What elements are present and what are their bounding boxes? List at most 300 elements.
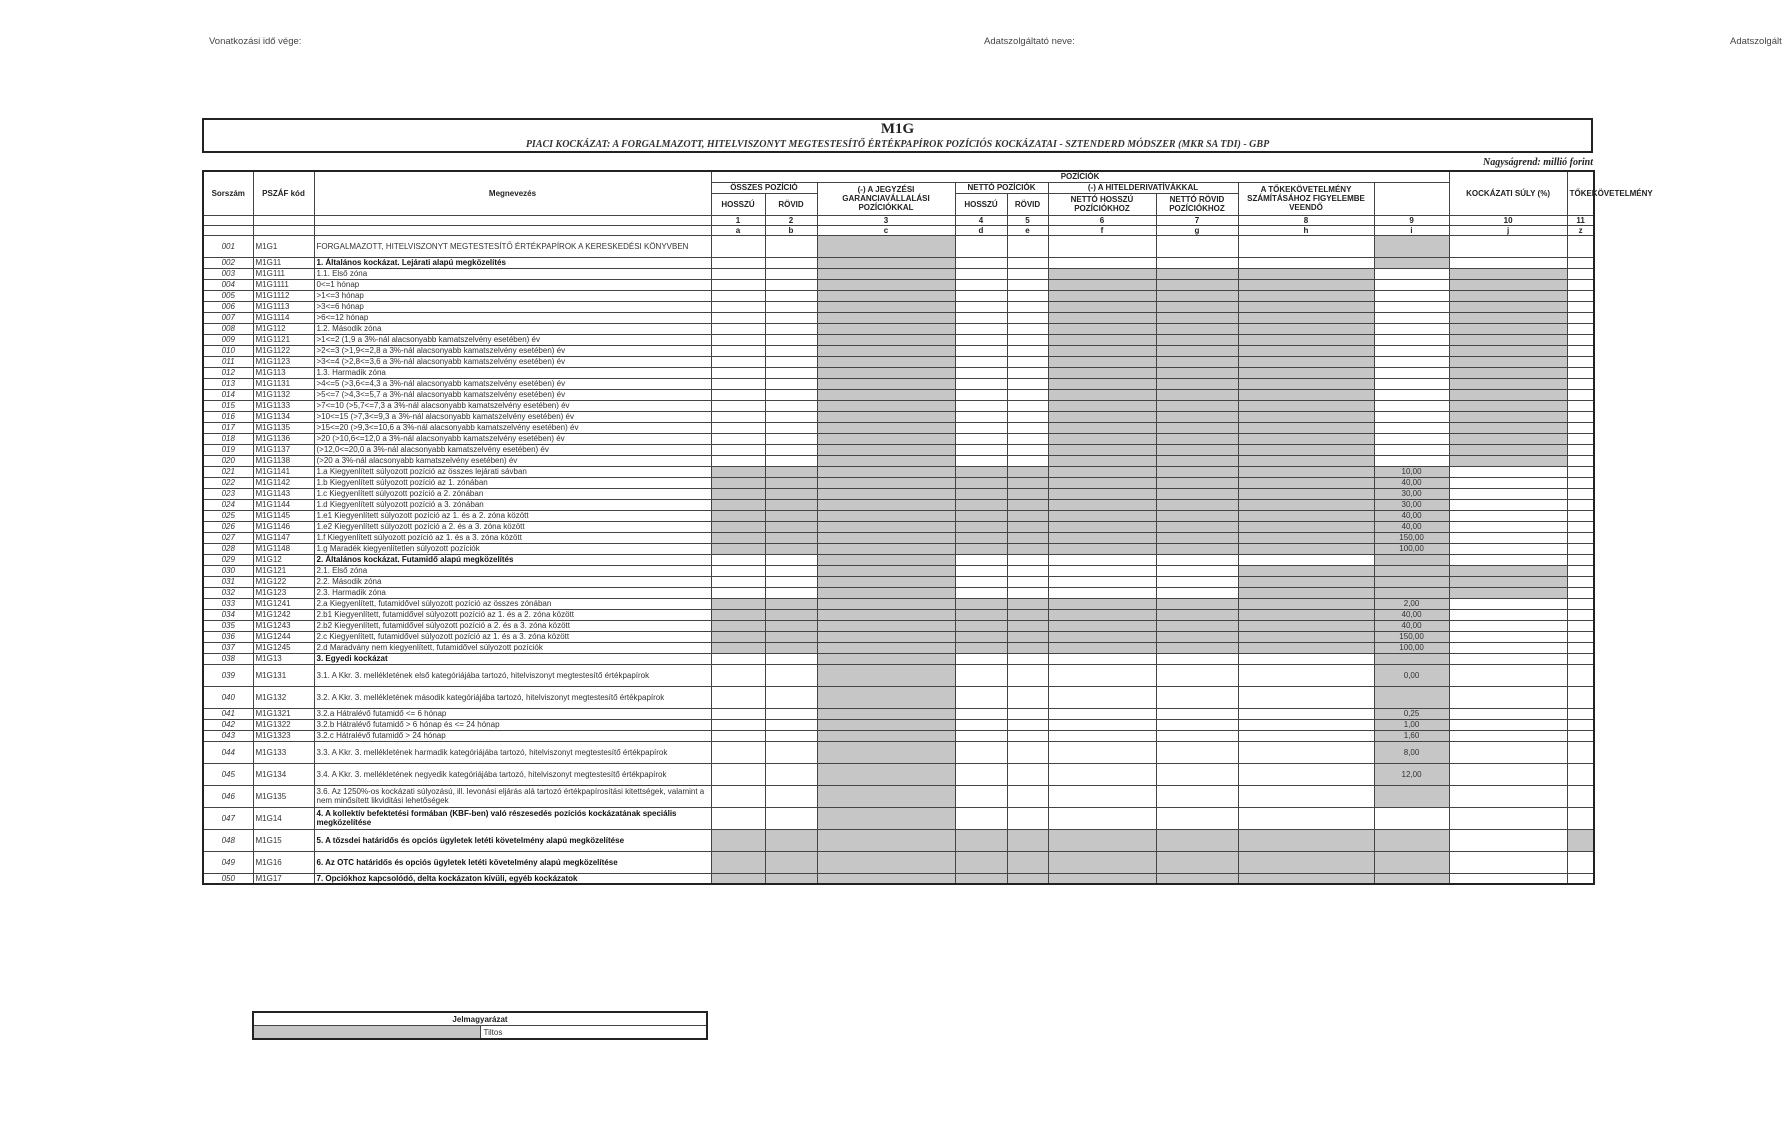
row-pszaf-code: M1G1323 [253,730,314,741]
data-cell-3 [817,851,955,873]
data-cell-5[interactable] [1007,400,1048,411]
data-cell-11[interactable] [1567,521,1594,532]
data-cell-11[interactable] [1567,411,1594,422]
data-cell-6[interactable] [1048,741,1156,763]
data-cell-3 [817,653,955,664]
data-cell-1[interactable] [711,367,765,378]
data-cell-4[interactable] [955,411,1007,422]
data-cell-4[interactable] [955,268,1007,279]
data-cell-10[interactable] [1449,235,1567,257]
data-cell-5[interactable] [1007,257,1048,268]
data-cell-2[interactable] [765,378,817,389]
data-cell-11[interactable] [1567,323,1594,334]
data-cell-7 [1156,829,1238,851]
data-cell-5[interactable] [1007,653,1048,664]
data-cell-2[interactable] [765,686,817,708]
data-cell-1[interactable] [711,565,765,576]
data-cell-4[interactable] [955,587,1007,598]
data-cell-4[interactable] [955,664,1007,686]
data-cell-2[interactable] [765,653,817,664]
data-cell-11[interactable] [1567,433,1594,444]
data-cell-10 [1449,455,1567,466]
data-cell-6[interactable] [1048,708,1156,719]
data-cell-1[interactable] [711,323,765,334]
data-cell-2[interactable] [765,400,817,411]
data-cell-11[interactable] [1567,312,1594,323]
data-cell-10[interactable] [1449,829,1567,851]
data-cell-1[interactable] [711,411,765,422]
data-cell-2[interactable] [765,565,817,576]
data-cell-8[interactable] [1238,653,1374,664]
table-row [203,829,1594,851]
data-cell-11[interactable] [1567,587,1594,598]
data-cell-7[interactable] [1156,576,1238,587]
data-cell-1[interactable] [711,345,765,356]
data-cell-7[interactable] [1156,664,1238,686]
data-cell-10[interactable] [1449,664,1567,686]
data-cell-5[interactable] [1007,455,1048,466]
data-cell-7[interactable] [1156,719,1238,730]
data-cell-10[interactable] [1449,543,1567,554]
table-row [203,873,1594,884]
row-risk-weight [1374,873,1449,884]
data-cell-11[interactable] [1567,400,1594,411]
data-cell-5[interactable] [1007,686,1048,708]
data-cell-5[interactable] [1007,334,1048,345]
data-cell-1[interactable] [711,576,765,587]
data-cell-2[interactable] [765,763,817,785]
data-cell-10[interactable] [1449,807,1567,829]
data-cell-11[interactable] [1567,664,1594,686]
data-cell-3 [817,499,955,510]
data-cell-6[interactable] [1048,235,1156,257]
data-cell-1[interactable] [711,653,765,664]
data-cell-5[interactable] [1007,235,1048,257]
col-pszaf: PSZÁF kód [253,171,314,215]
data-cell-7[interactable] [1156,587,1238,598]
data-cell-4[interactable] [955,554,1007,565]
data-cell-11[interactable] [1567,620,1594,631]
data-cell-6[interactable] [1048,730,1156,741]
data-cell-10[interactable] [1449,488,1567,499]
row-risk-weight [1374,829,1449,851]
row-pszaf-code: M1G1112 [253,290,314,301]
data-cell-1[interactable] [711,279,765,290]
data-cell-11[interactable] [1567,444,1594,455]
data-cell-2[interactable] [765,345,817,356]
data-cell-1[interactable] [711,433,765,444]
data-cell-1[interactable] [711,312,765,323]
data-cell-10[interactable] [1449,257,1567,268]
data-cell-4[interactable] [955,565,1007,576]
data-cell-2[interactable] [765,433,817,444]
data-cell-7[interactable] [1156,565,1238,576]
data-cell-11[interactable] [1567,576,1594,587]
data-cell-6[interactable] [1048,653,1156,664]
data-cell-10[interactable] [1449,642,1567,653]
data-cell-5[interactable] [1007,367,1048,378]
data-cell-5[interactable] [1007,587,1048,598]
row-pszaf-code: M1G1242 [253,609,314,620]
data-cell-8[interactable] [1238,741,1374,763]
data-cell-4[interactable] [955,576,1007,587]
data-cell-1[interactable] [711,554,765,565]
data-cell-1[interactable] [711,290,765,301]
data-cell-4[interactable] [955,345,1007,356]
data-cell-10[interactable] [1449,499,1567,510]
data-cell-8[interactable] [1238,807,1374,829]
data-cell-5[interactable] [1007,301,1048,312]
data-cell-7[interactable] [1156,785,1238,807]
data-cell-4[interactable] [955,400,1007,411]
data-cell-7[interactable] [1156,686,1238,708]
data-cell-7[interactable] [1156,653,1238,664]
data-cell-1[interactable] [711,301,765,312]
data-cell-1[interactable] [711,587,765,598]
data-cell-1[interactable] [711,455,765,466]
data-cell-11[interactable] [1567,609,1594,620]
data-cell-2[interactable] [765,279,817,290]
data-cell-1[interactable] [711,708,765,719]
data-cell-5[interactable] [1007,719,1048,730]
data-cell-2[interactable] [765,422,817,433]
data-cell-6[interactable] [1048,807,1156,829]
data-cell-11[interactable] [1567,378,1594,389]
data-cell-1[interactable] [711,664,765,686]
data-cell-4[interactable] [955,785,1007,807]
data-cell-1[interactable] [711,389,765,400]
data-cell-7 [1156,356,1238,367]
data-cell-8 [1238,510,1374,521]
data-cell-8[interactable] [1238,664,1374,686]
data-cell-8[interactable] [1238,554,1374,565]
data-cell-11[interactable] [1567,301,1594,312]
data-cell-7[interactable] [1156,741,1238,763]
data-cell-6[interactable] [1048,686,1156,708]
data-cell-2[interactable] [765,235,817,257]
table-row [203,664,1594,686]
data-cell-5[interactable] [1007,576,1048,587]
data-cell-4[interactable] [955,708,1007,719]
data-cell-2[interactable] [765,367,817,378]
data-cell-6[interactable] [1048,587,1156,598]
data-cell-2[interactable] [765,587,817,598]
data-cell-4[interactable] [955,235,1007,257]
data-cell-5[interactable] [1007,411,1048,422]
data-cell-1[interactable] [711,378,765,389]
data-cell-2[interactable] [765,323,817,334]
data-cell-2[interactable] [765,312,817,323]
data-cell-4[interactable] [955,389,1007,400]
data-cell-10[interactable] [1449,730,1567,741]
row-risk-weight: 12,00 [1374,763,1449,785]
data-cell-2[interactable] [765,708,817,719]
data-cell-8[interactable] [1238,719,1374,730]
row-pszaf-code: M1G17 [253,873,314,884]
data-cell-11[interactable] [1567,422,1594,433]
data-cell-3 [817,356,955,367]
data-cell-1[interactable] [711,400,765,411]
data-cell-2[interactable] [765,741,817,763]
data-cell-5[interactable] [1007,389,1048,400]
data-cell-2[interactable] [765,411,817,422]
data-cell-11[interactable] [1567,741,1594,763]
data-cell-2[interactable] [765,664,817,686]
data-cell-8[interactable] [1238,257,1374,268]
data-cell-11[interactable] [1567,785,1594,807]
data-cell-2[interactable] [765,268,817,279]
data-cell-11[interactable] [1567,356,1594,367]
data-cell-4[interactable] [955,653,1007,664]
data-cell-10[interactable] [1449,785,1567,807]
data-cell-11[interactable] [1567,532,1594,543]
data-cell-8[interactable] [1238,730,1374,741]
data-cell-4[interactable] [955,455,1007,466]
row-risk-weight: 150,00 [1374,532,1449,543]
data-cell-11[interactable] [1567,499,1594,510]
data-cell-10 [1449,587,1567,598]
data-cell-5[interactable] [1007,565,1048,576]
data-cell-5[interactable] [1007,730,1048,741]
data-cell-11[interactable] [1567,730,1594,741]
data-cell-5[interactable] [1007,708,1048,719]
data-cell-1[interactable] [711,730,765,741]
data-cell-7[interactable] [1156,708,1238,719]
data-cell-5[interactable] [1007,763,1048,785]
data-cell-6[interactable] [1048,785,1156,807]
data-cell-11[interactable] [1567,719,1594,730]
data-cell-2[interactable] [765,807,817,829]
data-cell-4[interactable] [955,378,1007,389]
data-cell-4[interactable] [955,719,1007,730]
data-cell-10[interactable] [1449,719,1567,730]
data-cell-10[interactable] [1449,686,1567,708]
data-cell-10[interactable] [1449,532,1567,543]
data-cell-11[interactable] [1567,279,1594,290]
data-cell-10[interactable] [1449,609,1567,620]
data-cell-5[interactable] [1007,312,1048,323]
data-cell-1[interactable] [711,807,765,829]
data-cell-5[interactable] [1007,554,1048,565]
table-row [203,444,1594,455]
data-cell-1[interactable] [711,268,765,279]
data-cell-11[interactable] [1567,598,1594,609]
data-cell-5[interactable] [1007,290,1048,301]
data-cell-5[interactable] [1007,444,1048,455]
data-cell-11[interactable] [1567,477,1594,488]
data-cell-4[interactable] [955,807,1007,829]
data-cell-4[interactable] [955,741,1007,763]
data-cell-11[interactable] [1567,488,1594,499]
data-cell-7[interactable] [1156,235,1238,257]
data-cell-10[interactable] [1449,653,1567,664]
data-cell-4[interactable] [955,763,1007,785]
data-cell-11[interactable] [1567,455,1594,466]
data-cell-11[interactable] [1567,763,1594,785]
row-number: 023 [203,488,253,499]
data-cell-10[interactable] [1449,521,1567,532]
data-cell-10[interactable] [1449,598,1567,609]
data-cell-11[interactable] [1567,565,1594,576]
data-cell-6[interactable] [1048,719,1156,730]
data-cell-10[interactable] [1449,851,1567,873]
data-cell-11[interactable] [1567,466,1594,477]
data-cell-11[interactable] [1567,268,1594,279]
data-cell-2[interactable] [765,356,817,367]
data-cell-11[interactable] [1567,686,1594,708]
data-cell-5[interactable] [1007,378,1048,389]
data-cell-1[interactable] [711,422,765,433]
row-risk-weight: 0,25 [1374,708,1449,719]
data-cell-10[interactable] [1449,554,1567,565]
data-cell-4[interactable] [955,301,1007,312]
data-cell-4[interactable] [955,279,1007,290]
data-cell-11[interactable] [1567,334,1594,345]
data-cell-8[interactable] [1238,686,1374,708]
data-cell-11[interactable] [1567,554,1594,565]
data-cell-2[interactable] [765,444,817,455]
data-cell-10[interactable] [1449,873,1567,884]
row-number: 045 [203,763,253,785]
data-cell-1[interactable] [711,257,765,268]
data-cell-11[interactable] [1567,708,1594,719]
data-cell-2[interactable] [765,455,817,466]
data-cell-5[interactable] [1007,356,1048,367]
data-cell-2[interactable] [765,785,817,807]
data-cell-4[interactable] [955,356,1007,367]
data-cell-11[interactable] [1567,235,1594,257]
report-table [202,170,1653,885]
data-cell-1[interactable] [711,785,765,807]
data-cell-5[interactable] [1007,422,1048,433]
data-cell-5[interactable] [1007,433,1048,444]
data-cell-6 [1048,334,1156,345]
data-cell-7[interactable] [1156,807,1238,829]
data-cell-2[interactable] [765,730,817,741]
data-cell-11[interactable] [1567,631,1594,642]
data-cell-10[interactable] [1449,763,1567,785]
data-cell-2[interactable] [765,576,817,587]
data-cell-5[interactable] [1007,785,1048,807]
data-cell-11[interactable] [1567,873,1594,884]
data-cell-1[interactable] [711,444,765,455]
data-cell-10[interactable] [1449,741,1567,763]
row-risk-weight [1374,422,1449,433]
data-cell-8[interactable] [1238,708,1374,719]
data-cell-11[interactable] [1567,642,1594,653]
data-cell-4[interactable] [955,422,1007,433]
data-cell-11[interactable] [1567,345,1594,356]
data-cell-6[interactable] [1048,565,1156,576]
data-cell-3 [817,477,955,488]
data-cell-4[interactable] [955,257,1007,268]
data-cell-4[interactable] [955,686,1007,708]
data-cell-11[interactable] [1567,257,1594,268]
data-cell-11[interactable] [1567,510,1594,521]
data-cell-2[interactable] [765,334,817,345]
data-cell-1[interactable] [711,763,765,785]
data-cell-4 [955,631,1007,642]
data-cell-5[interactable] [1007,323,1048,334]
data-cell-7[interactable] [1156,730,1238,741]
data-cell-11[interactable] [1567,389,1594,400]
data-cell-5[interactable] [1007,279,1048,290]
data-cell-7[interactable] [1156,257,1238,268]
data-cell-2[interactable] [765,554,817,565]
data-cell-2[interactable] [765,257,817,268]
data-cell-4[interactable] [955,444,1007,455]
data-cell-10[interactable] [1449,510,1567,521]
data-cell-6 [1048,455,1156,466]
data-cell-8[interactable] [1238,235,1374,257]
data-cell-8[interactable] [1238,785,1374,807]
data-cell-6[interactable] [1048,257,1156,268]
data-cell-11[interactable] [1567,543,1594,554]
data-cell-5[interactable] [1007,741,1048,763]
data-cell-6[interactable] [1048,763,1156,785]
data-cell-6[interactable] [1048,554,1156,565]
data-cell-10[interactable] [1449,631,1567,642]
data-cell-10[interactable] [1449,466,1567,477]
row-risk-weight [1374,301,1449,312]
data-cell-5[interactable] [1007,345,1048,356]
data-cell-1[interactable] [711,741,765,763]
data-cell-11[interactable] [1567,851,1594,873]
data-cell-5[interactable] [1007,268,1048,279]
data-cell-4[interactable] [955,367,1007,378]
data-cell-2[interactable] [765,290,817,301]
data-cell-2[interactable] [765,719,817,730]
data-cell-6[interactable] [1048,576,1156,587]
data-cell-11[interactable] [1567,367,1594,378]
row-name: 3. Egyedi kockázat [314,653,711,664]
data-cell-4[interactable] [955,433,1007,444]
data-cell-1[interactable] [711,719,765,730]
data-cell-11[interactable] [1567,807,1594,829]
data-cell-4[interactable] [955,290,1007,301]
data-cell-11[interactable] [1567,290,1594,301]
data-cell-4[interactable] [955,312,1007,323]
row-risk-weight [1374,686,1449,708]
table-row [203,334,1594,345]
data-cell-7[interactable] [1156,763,1238,785]
data-cell-1[interactable] [711,235,765,257]
data-cell-10[interactable] [1449,620,1567,631]
data-cell-1[interactable] [711,356,765,367]
data-cell-10 [1449,323,1567,334]
data-cell-5[interactable] [1007,807,1048,829]
data-cell-10[interactable] [1449,477,1567,488]
data-cell-8[interactable] [1238,763,1374,785]
data-cell-2[interactable] [765,301,817,312]
data-cell-6[interactable] [1048,664,1156,686]
data-cell-4[interactable] [955,323,1007,334]
row-number: 021 [203,466,253,477]
data-cell-4[interactable] [955,730,1007,741]
data-cell-1[interactable] [711,686,765,708]
data-cell-10[interactable] [1449,708,1567,719]
row-name: 2.b1 Kiegyenlített, futamidővel súlyozott pozíció az 1. és a 2. zóna között [314,609,711,620]
data-cell-1[interactable] [711,334,765,345]
row-number: 040 [203,686,253,708]
data-cell-11[interactable] [1567,653,1594,664]
data-cell-5[interactable] [1007,664,1048,686]
col-group-netto: NETTÓ POZÍCIÓK [955,182,1048,193]
data-cell-4[interactable] [955,334,1007,345]
data-cell-2[interactable] [765,389,817,400]
row-number: 006 [203,301,253,312]
data-cell-7[interactable] [1156,554,1238,565]
